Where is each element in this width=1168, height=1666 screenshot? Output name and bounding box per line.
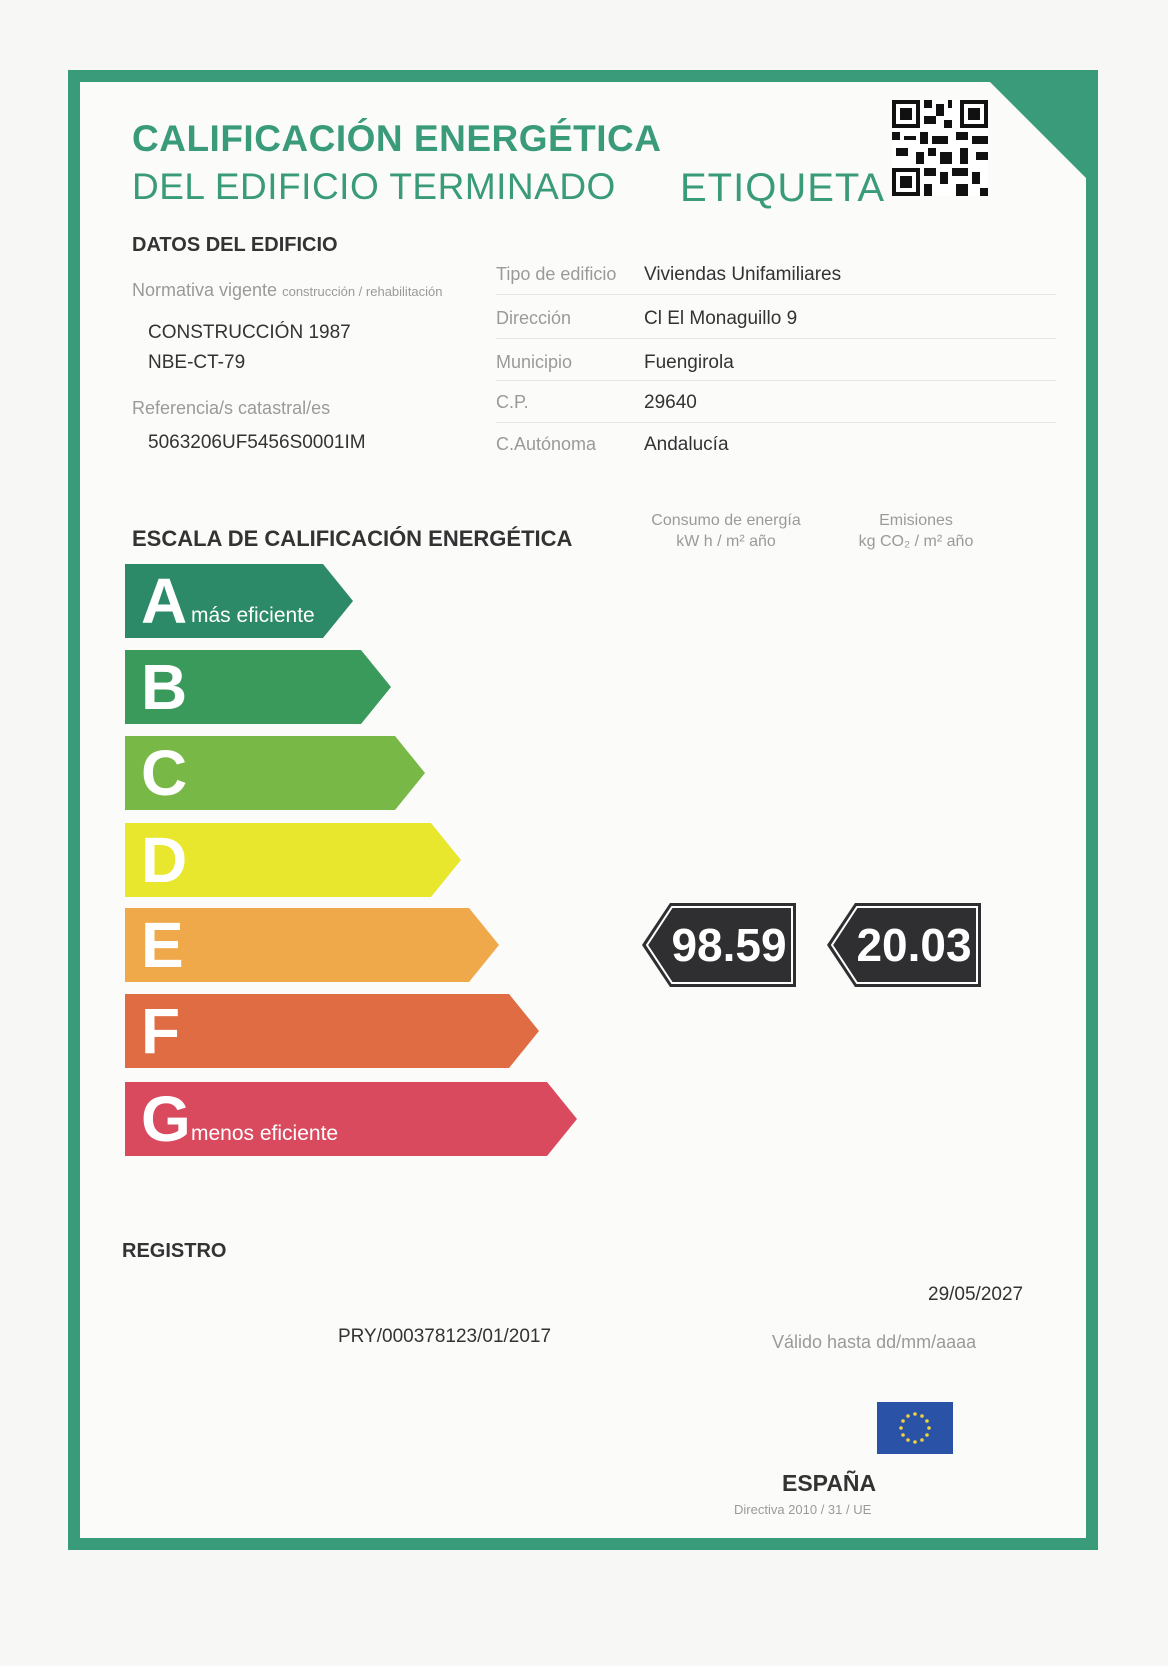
field-label: Tipo de edificio: [496, 264, 617, 284]
etiqueta-label: ETIQUETA: [680, 166, 886, 210]
building-type-value: Viviendas Unifamiliares: [644, 264, 842, 285]
band-subtitle: más eficiente: [191, 604, 315, 627]
consumption-column-header: Consumo de energía kW h / m² año: [651, 512, 801, 550]
title-line-2: DEL EDIFICIO TERMINADO: [132, 166, 616, 207]
building-data-heading: DATOS DEL EDIFICIO: [132, 234, 338, 256]
emissions-column-header: Emisiones kg CO₂ / m² año: [858, 512, 974, 550]
valid-date: 29/05/2027: [928, 1284, 1024, 1305]
address-value: Cl El Monaguillo 9: [644, 308, 798, 329]
title-line-1: CALIFICACIÓN ENERGÉTICA: [132, 118, 662, 159]
consumption-rating-badge: [642, 903, 796, 987]
rating-band-c: [125, 736, 425, 814]
normativa-value-1: CONSTRUCCIÓN 1987: [148, 322, 351, 343]
band-letter: D: [141, 824, 188, 896]
rating-band-g: [125, 1082, 577, 1160]
registry-number: PRY/000378123/01/2017: [338, 1326, 552, 1347]
consumption-value: 98.59: [671, 919, 787, 971]
band-letter: G: [141, 1083, 191, 1155]
normativa-label: Normativa vigente construcción / rehabilitación: [132, 280, 443, 300]
divider: [496, 294, 1056, 295]
country-label: ESPAÑA: [782, 1470, 877, 1496]
valid-until-label: Válido hasta dd/mm/aaaa: [772, 1332, 977, 1352]
frame-corner: [978, 70, 1098, 190]
postal-code-value: 29640: [644, 392, 697, 413]
band-letter: E: [141, 909, 184, 981]
rating-band-a: [125, 564, 353, 642]
registry-heading: REGISTRO: [122, 1240, 227, 1262]
emissions-value: 20.03: [856, 919, 972, 971]
rating-band-e: [125, 908, 499, 986]
cadastral-ref-value: 5063206UF5456S0001IM: [148, 432, 366, 453]
cadastral-ref-label: Referencia/s catastral/es: [132, 398, 331, 418]
field-label: Dirección: [496, 308, 572, 328]
field-label: C.P.: [496, 392, 529, 412]
field-label: C.Autónoma: [496, 434, 597, 454]
scale-heading: ESCALA DE CALIFICACIÓN ENERGÉTICA: [132, 526, 573, 551]
band-arrow-shape: [125, 994, 539, 1068]
rating-band-b: [125, 650, 391, 728]
emissions-rating-badge: [827, 903, 981, 987]
directive-label: Directiva 2010 / 31 / UE: [734, 1502, 872, 1517]
band-letter: B: [141, 651, 188, 723]
label-frame: [68, 70, 1098, 1550]
band-letter: F: [141, 995, 181, 1067]
municipality-value: Fuengirola: [644, 352, 734, 373]
eu-flag-icon: [877, 1402, 953, 1454]
band-letter: C: [141, 737, 188, 809]
normativa-value-2: NBE-CT-79: [148, 352, 246, 373]
region-value: Andalucía: [644, 434, 729, 455]
qr-code-icon: [892, 100, 988, 196]
band-subtitle: menos eficiente: [191, 1122, 339, 1145]
rating-band-d: [125, 823, 461, 901]
field-label: Municipio: [496, 352, 573, 372]
divider: [496, 380, 1056, 381]
band-letter: A: [141, 565, 188, 637]
divider: [496, 422, 1056, 423]
rating-band-f: [125, 994, 539, 1072]
divider: [496, 338, 1056, 339]
